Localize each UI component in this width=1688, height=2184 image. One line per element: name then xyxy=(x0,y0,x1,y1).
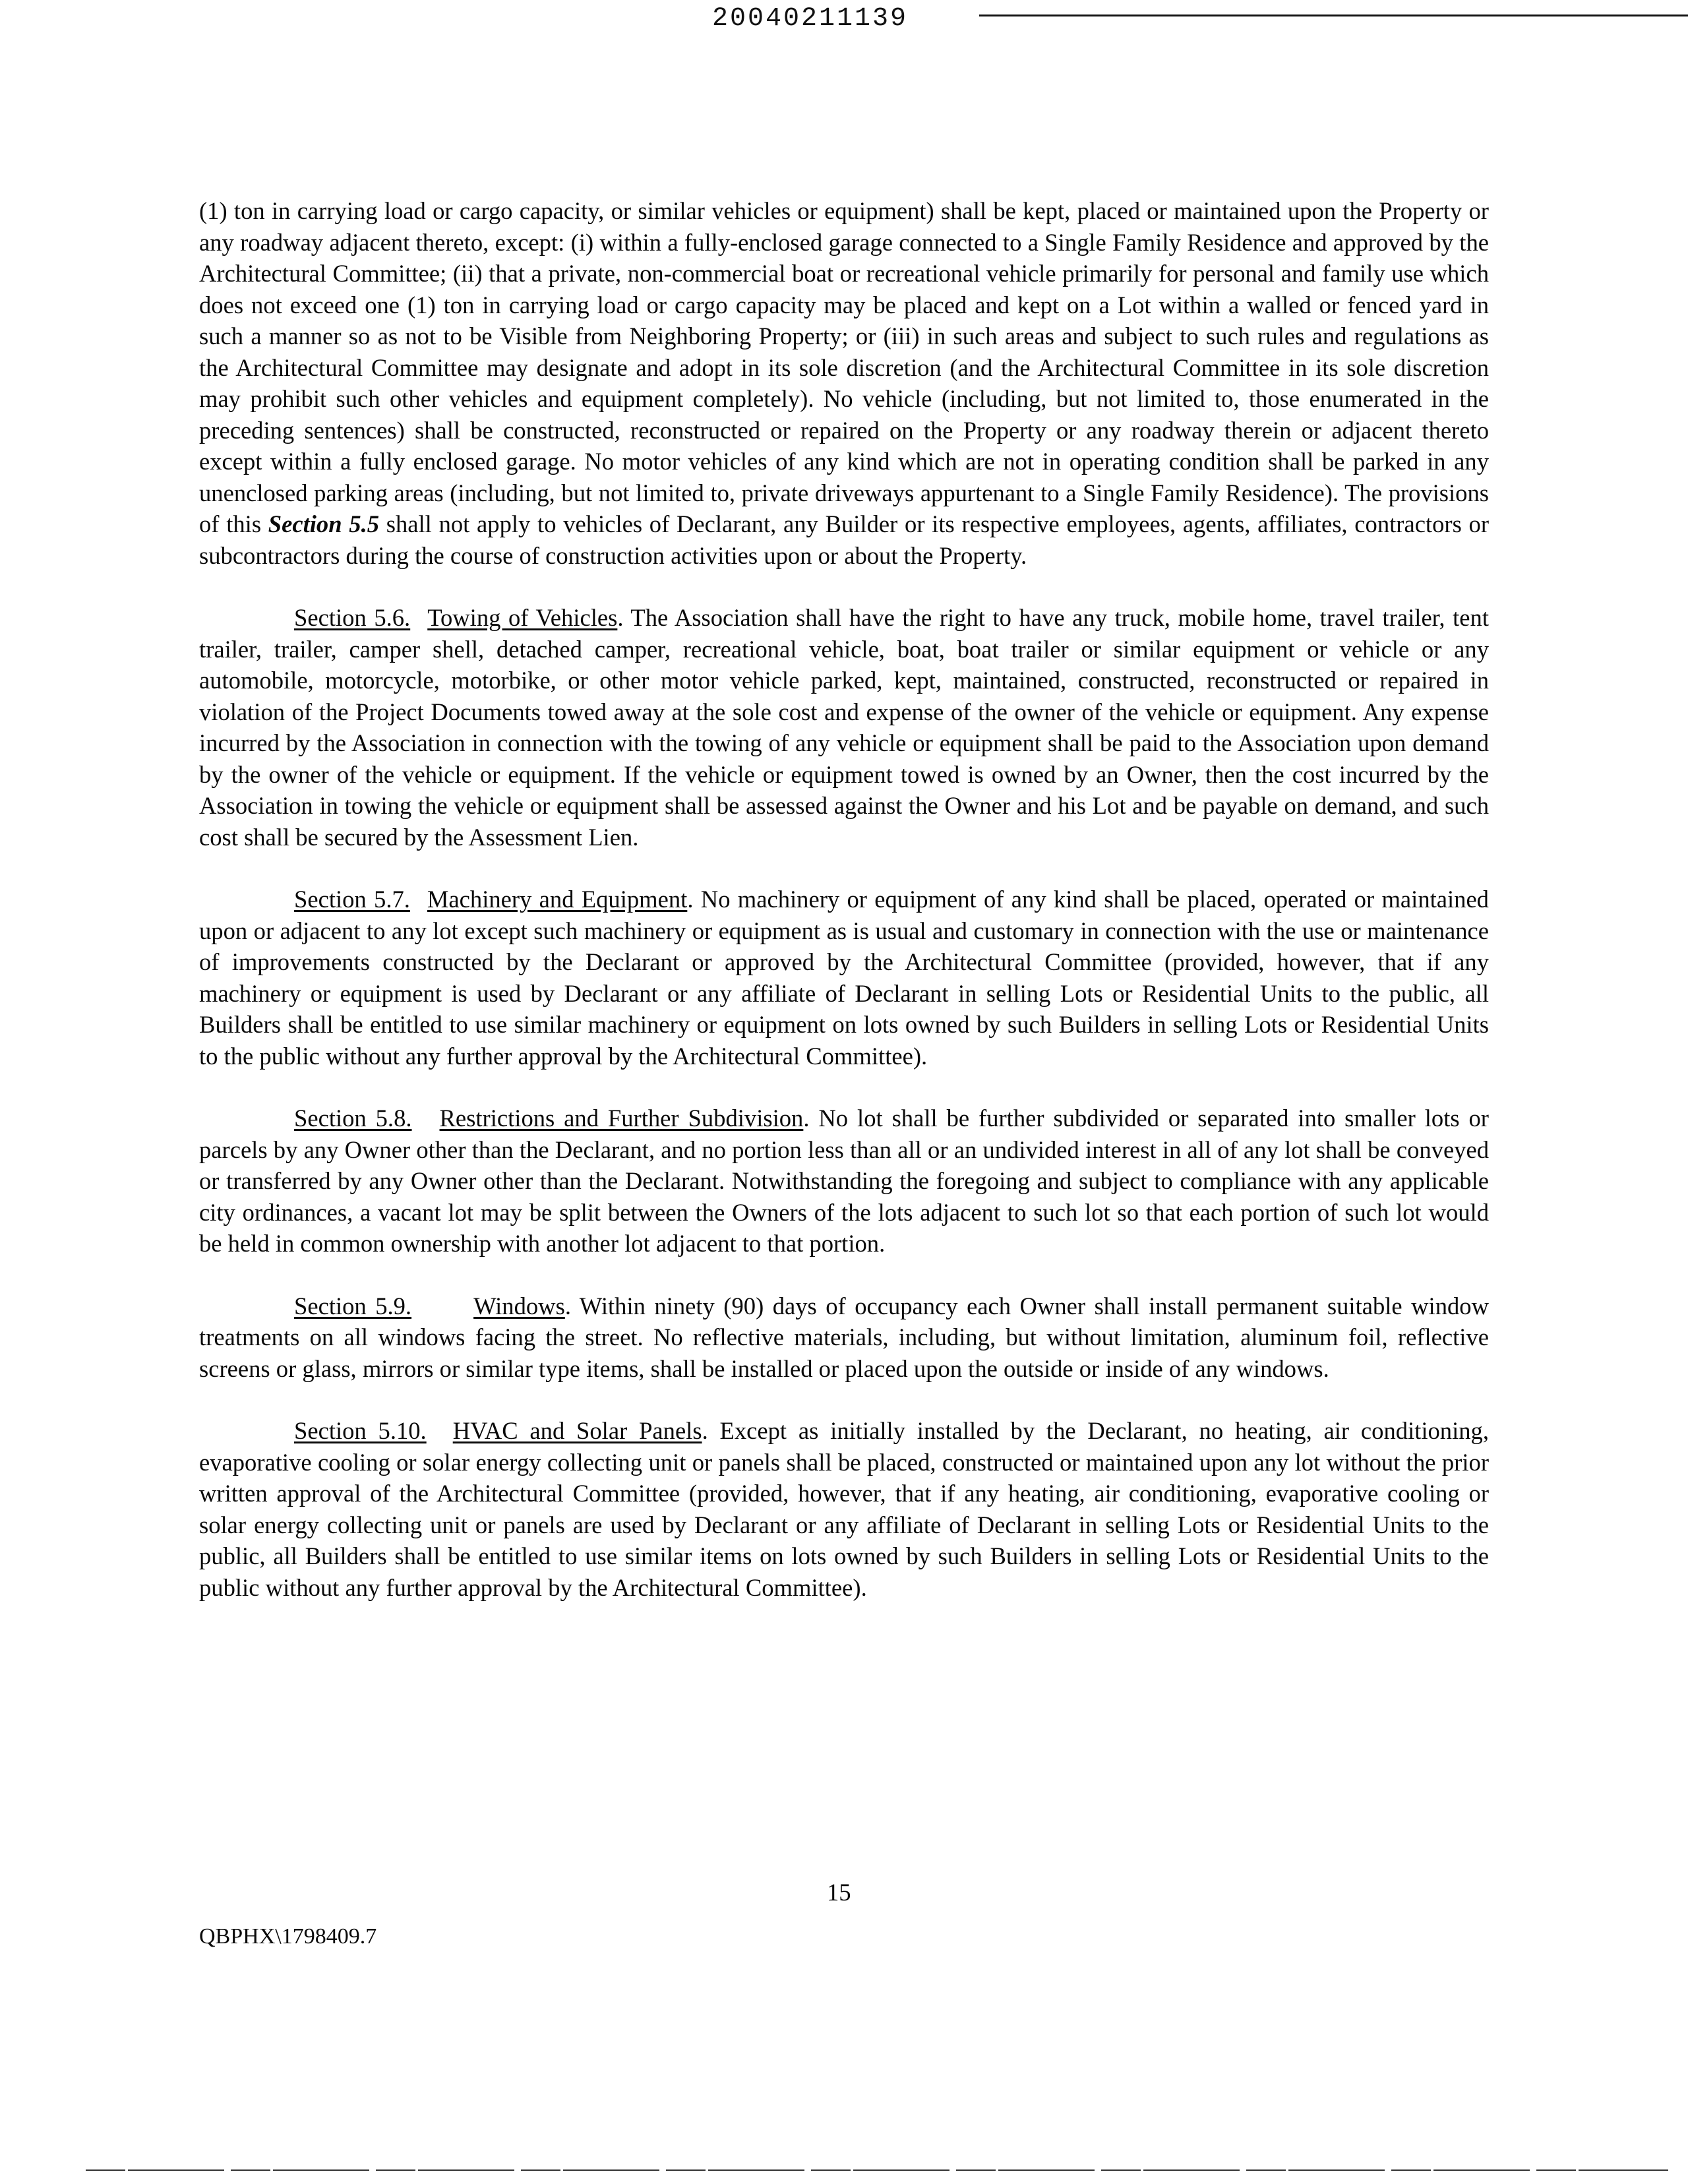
section-title: Restrictions and Further Subdivision xyxy=(439,1105,804,1132)
section-number: Section 5.6. xyxy=(294,604,411,631)
section-number: Section 5.7. xyxy=(294,886,410,913)
section-title: Machinery and Equipment xyxy=(427,886,688,913)
section-reference: Section 5.5 xyxy=(268,510,380,537)
section-body: . No lot shall be further subdivided or separated into smaller lots or parcels by any Owner other than the Declarant, and no portion less than all or an undivided interest in all of any lot shall be conveyed or transferred by any Owner other than the Declarant. Notwithstanding the foregoing and subject to compliance with any applicable city ordinances, a vacant lot may be split between the Owners of the lots adjacent to such lot so that each portion of such lot would be held in common ownership with another lot adjacent to that portion. xyxy=(199,1105,1489,1257)
section-number: Section 5.9. xyxy=(294,1292,412,1320)
continuation-paragraph xyxy=(199,195,1489,571)
continuation-text-end: shall not apply to vehicles of Declarant, any Builder or its respective employees, agents, affiliates, contractors or subcontractors during the course of construction activities upon or about the Property. xyxy=(199,510,1490,569)
section-title: Windows xyxy=(473,1292,565,1320)
section-body: . The Association shall have the right to have any truck, mobile home, travel trailer, tent trailer, trailer, camper shell, detached camper, recreational vehicle, boat, boat trailer or similar equipment or vehicle or any automobile, motorcycle, motorbike, or other motor vehicle parked, kept, maintained, constructed, reconstructed or repaired in violation of the Project Documents towed away at the sole cost and expense of the owner of the vehicle or equipment. Any expense incurred by the Association in connection with the towing of any vehicle or equipment shall be paid to the Association upon demand by the owner of the vehicle or equipment. If the vehicle or equipment towed is owned by an Owner, then the cost incurred by the Association in towing the vehicle or equipment shall be assessed against the Owner and his Lot and be payable on demand, and such cost shall be secured by the Assessment Lien. xyxy=(199,604,1489,851)
section-5-9 xyxy=(199,1290,1489,1385)
section-number: Section 5.8. xyxy=(294,1105,412,1132)
section-5-8 xyxy=(199,1103,1489,1259)
section-body: . Within ninety (90) days of occupancy each Owner shall install permanent suitable window treatments on all windows facing the street. No reflective materials, including, but without limitation, aluminum foil, reflective screens or glass, mirrors or similar type items, shall be installed or placed upon the outside or inside of any windows. xyxy=(199,1292,1489,1382)
section-5-6 xyxy=(199,602,1489,853)
top-rule xyxy=(979,15,1688,16)
recording-number: 20040211139 xyxy=(712,4,909,34)
section-title: Towing of Vehicles xyxy=(427,604,618,631)
section-5-7 xyxy=(199,884,1489,1072)
section-title: HVAC and Solar Panels xyxy=(452,1417,702,1444)
page-number: 15 xyxy=(827,1879,851,1906)
section-5-10 xyxy=(199,1415,1489,1603)
bottom-rule xyxy=(86,2169,1668,2171)
continuation-text: (1) ton in carrying load or cargo capacity, or similar vehicles or equipment) shall be kept, placed or maintained upon the Property or any roadway adjacent thereto, except: (i) within a fully-enclosed garage connected to a Single Family Residence and approved by the Architectural Committee; (ii) that a private, non-commercial boat or recreational vehicle primarily for personal and family use which does not exceed one (1) ton in carrying load or cargo capacity may be placed and kept on a Lot within a walled or fenced yard in such a manner so as not to be Visible from Neighboring Property; or (iii) in such areas and subject to such rules and regulations as the Architectural Committee may designate and adopt in its sole discretion (and the Architectural Committee in its sole discretion may prohibit such other vehicles and equipment completely). No vehicle (including, but not limited to, those enumerated in the preceding sentences) shall be constructed, reconstructed or repaired on the Property or any roadway therein or adjacent thereto except within a fully enclosed garage. No motor vehicles of any kind which are not in operating condition shall be parked in any unenclosed parking areas (including, but not limited to, private driveways appurtenant to a Single Family Residence). The provisions of this xyxy=(199,197,1489,537)
document-id: QBPHX\1798409.7 xyxy=(199,1924,377,1949)
section-body: . Except as initially installed by the Declarant, no heating, air conditioning, evaporative cooling or solar energy collecting unit or panels shall be placed, constructed or maintained upon any lot without the prior written approval of the Architectural Committee (provided, however, that if any heating, air conditioning, evaporative cooling or solar energy collecting unit or panels are used by Declarant or any affiliate of Declarant in selling Lots or Residential Units to the public, all Builders shall be entitled to use similar items on lots owned by such Builders in selling Lots or Residential Units to the public without any further approval by the Architectural Committee). xyxy=(199,1417,1489,1601)
section-number: Section 5.10. xyxy=(294,1417,427,1444)
section-body: . No machinery or equipment of any kind shall be placed, operated or maintained upon or adjacent to any lot except such machinery or equipment as is usual and customary in connection with the use or maintenance of improvements constructed by the Declarant or approved by the Architectural Committee (provided, however, that if any machinery or equipment is used by Declarant or any affiliate of Declarant in selling Lots or Residential Units to the public, all Builders shall be entitled to use similar machinery or equipment on lots owned by such Builders in selling Lots or Residential Units to the public without any further approval by the Architectural Committee). xyxy=(199,886,1489,1070)
document-body xyxy=(199,195,1489,1634)
